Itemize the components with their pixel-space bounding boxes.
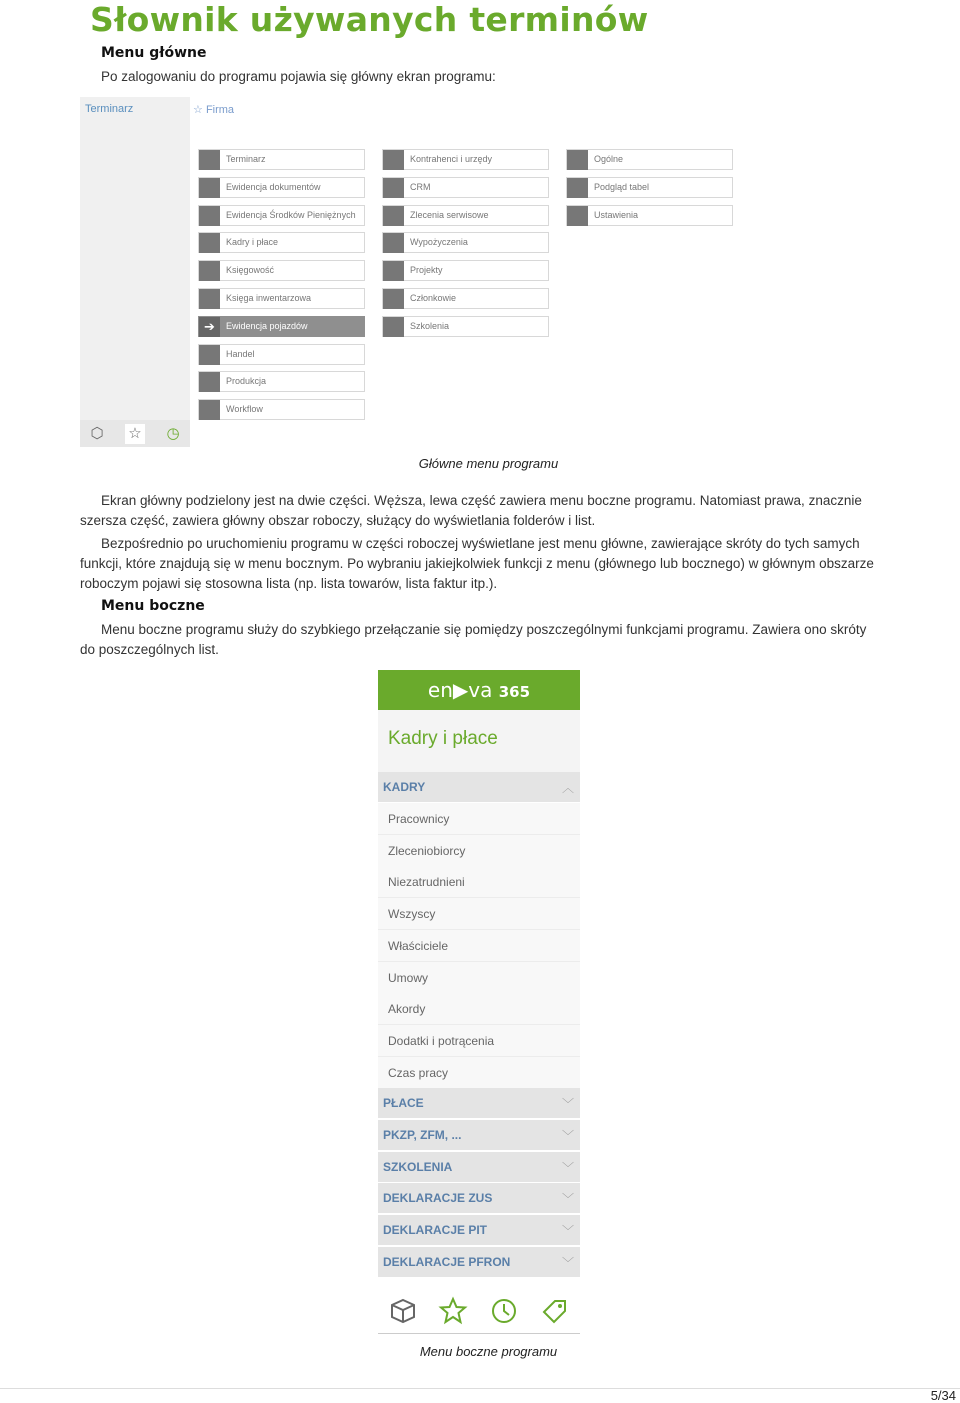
menu-tile[interactable]: [382, 288, 549, 309]
side-menu-item-label: Zleceniobiorcy: [388, 843, 466, 858]
paragraph-2: Bezpośrednio po uruchomieniu programu w części roboczej wyświetlane jest menu główne, zawierające skróty do tych samych funkcji, które znajdują się w menu bocznym. Po wybraniu jakiejkolwiek funkcji z menu (głównego lub bocznego) w głównym obszarze roboczym pojawi się stosowna lista (np. lista towarów, lista faktur itp.).: [80, 536, 874, 591]
menu-tile-label: Ewidencja dokumentów: [226, 181, 321, 192]
menu-tile-label: Kontrahenci i urzędy: [410, 154, 493, 164]
logo-suffix: 365: [498, 683, 531, 701]
menu-tile[interactable]: [566, 205, 733, 226]
menu-tile-label: Ogólne: [594, 154, 624, 164]
section-label: SZKOLENIA: [383, 1159, 453, 1174]
menu-tile-label: Handel: [226, 348, 255, 359]
side-menu-section[interactable]: [378, 1152, 580, 1183]
side-menu-item-label: Dodatki i potrącenia: [388, 1033, 495, 1048]
tile-icon: [383, 289, 404, 309]
menu-tile-label: CRM: [410, 181, 431, 192]
menu-tile[interactable]: [198, 177, 365, 198]
chevron-down-icon: ﹀: [561, 1160, 574, 1175]
menu-tile-label: Terminarz: [226, 154, 266, 164]
clock-icon[interactable]: [489, 1296, 519, 1326]
side-menu-item[interactable]: [378, 803, 580, 835]
side-panel-label: Terminarz: [85, 103, 134, 115]
clock-icon: ◷: [166, 425, 180, 442]
side-menu-item[interactable]: [378, 1057, 580, 1089]
menu-tile-label: Kadry i płace: [226, 237, 279, 248]
side-menu-item[interactable]: [378, 1025, 580, 1057]
side-menu-item-label: Czas pracy: [388, 1065, 449, 1080]
menu-tile-label: Projekty: [410, 265, 443, 276]
tile-icon: [383, 261, 404, 281]
chevron-down-icon: ﹀: [561, 1097, 574, 1112]
side-menu-item[interactable]: [378, 898, 580, 930]
arrow-right-icon: ➔: [199, 317, 220, 337]
side-menu-item[interactable]: [378, 962, 580, 994]
side-menu-caption: Menu boczne programu: [419, 1344, 558, 1359]
tile-icon: [199, 345, 220, 365]
side-menu-section[interactable]: [378, 1215, 580, 1246]
logo-text-b: va: [468, 678, 493, 702]
side-menu-item[interactable]: [378, 930, 580, 962]
main-menu-caption: Główne menu programu: [418, 456, 559, 471]
footer-divider: [0, 1388, 960, 1389]
side-menu-intro: Menu boczne programu służy do szybkiego przełączanie się pomiędzy poszczególnymi funkcjami programu. Zawiera ono skróty do poszczególnych list.: [80, 622, 867, 657]
side-menu-item[interactable]: [378, 866, 580, 898]
tile-icon: [199, 150, 220, 170]
chevron-down-icon: ﹀: [561, 1192, 574, 1207]
menu-tile-label: Ewidencja Środków Pieniężnych: [226, 209, 356, 220]
tag-icon[interactable]: [539, 1296, 569, 1326]
menu-tile[interactable]: [198, 205, 365, 226]
side-menu-item[interactable]: [378, 993, 580, 1025]
paragraph-1: Ekran główny podzielony jest na dwie części. Węższa, lewa część zawiera menu boczne programu. Natomiast prawa, znacznie szersza część, zawiera główny obszar roboczy, służący do wyświetlania folderów i list.: [80, 493, 862, 528]
side-menu-toolbar: [378, 1288, 580, 1334]
menu-tile[interactable]: [382, 232, 549, 253]
tile-icon: [567, 178, 588, 198]
menu-tile-label: Księga inwentarzowa: [226, 293, 312, 303]
chevron-down-icon: ﹀: [561, 1129, 574, 1143]
menu-tile-label: Szkolenia: [410, 320, 450, 331]
page-number: 5/34: [930, 1388, 956, 1403]
menu-tile[interactable]: [198, 232, 365, 253]
menu-tile[interactable]: [566, 149, 733, 170]
section-label: PŁACE: [383, 1096, 424, 1111]
side-menu-section[interactable]: [378, 1247, 580, 1278]
tile-icon: [199, 178, 220, 198]
side-menu-item-label: Akordy: [388, 1002, 426, 1017]
side-menu-section[interactable]: [378, 1183, 580, 1214]
side-menu-item[interactable]: [378, 835, 580, 867]
menu-tile-label: Członkowie: [410, 293, 457, 303]
breadcrumb: [193, 103, 234, 116]
star-icon: ☆: [193, 104, 203, 116]
tile-icon: [383, 317, 404, 337]
box-icon: ⬡: [90, 425, 104, 442]
menu-tile[interactable]: [198, 316, 365, 337]
section-label: KADRY: [383, 780, 426, 794]
tile-icon: [567, 150, 588, 170]
side-menu-item-label: Wszyscy: [388, 907, 436, 922]
menu-tile[interactable]: [198, 344, 365, 365]
main-menu-screenshot: [80, 97, 740, 447]
menu-tile[interactable]: [198, 288, 365, 309]
side-menu-section[interactable]: [378, 1120, 580, 1151]
side-menu-item-label: Pracownicy: [388, 812, 450, 826]
menu-tile[interactable]: [198, 399, 365, 420]
menu-tile[interactable]: [198, 149, 365, 170]
tile-icon: [383, 233, 404, 253]
enova-logo: [378, 670, 580, 710]
menu-tile-label: Produkcja: [226, 376, 267, 387]
chevron-down-icon: ﹀: [561, 1224, 574, 1239]
star-icon[interactable]: [438, 1296, 468, 1326]
side-menu-screenshot: [378, 670, 580, 1334]
side-panel: [80, 97, 190, 447]
side-menu-section[interactable]: [378, 1088, 580, 1119]
chevron-down-icon: ﹀: [561, 1255, 574, 1270]
menu-tile[interactable]: [382, 149, 549, 170]
module-title: Kadry i płace: [388, 728, 498, 749]
section-label: DEKLARACJE ZUS: [383, 1191, 493, 1206]
side-menu-item-label: Umowy: [388, 970, 429, 985]
menu-tile[interactable]: [198, 260, 365, 281]
section-heading-main-menu: Menu główne: [101, 45, 207, 61]
side-menu-item-label: Niezatrudnieni: [388, 875, 465, 890]
breadcrumb-label: Firma: [205, 104, 235, 116]
menu-tile-label: Workflow: [226, 404, 263, 415]
tile-icon: [383, 206, 404, 226]
section-kadry[interactable]: [378, 772, 580, 803]
menu-tile-label: Wypożyczenia: [410, 237, 468, 248]
section-heading-side-menu: Menu boczne: [101, 598, 205, 614]
menu-tile-label: Ustawienia: [594, 209, 639, 220]
menu-tile[interactable]: [382, 260, 549, 281]
box-icon[interactable]: [388, 1296, 418, 1326]
tile-icon: [199, 372, 220, 392]
menu-tile-label: Zlecenia serwisowe: [410, 209, 489, 220]
star-icon: ☆: [125, 424, 145, 444]
menu-tile[interactable]: [198, 371, 365, 392]
menu-tile-label: Księgowość: [226, 265, 275, 276]
menu-tile-label: Podgląd tabel: [594, 181, 650, 192]
tile-icon: [199, 289, 220, 309]
section-label: DEKLARACJE PIT: [383, 1223, 488, 1238]
section-label: PKZP, ZFM, ...: [383, 1128, 462, 1142]
tile-icon: [383, 178, 404, 198]
main-menu-intro: Po zalogowaniu do programu pojawia się główny ekran programu:: [101, 69, 496, 84]
menu-tile[interactable]: [382, 316, 549, 337]
tile-icon: [199, 206, 220, 226]
menu-tile[interactable]: [382, 205, 549, 226]
menu-tile[interactable]: [566, 177, 733, 198]
tile-icon: [199, 261, 220, 281]
page-title: Słownik używanych terminów: [90, 0, 649, 39]
section-label: DEKLARACJE PFRON: [383, 1254, 511, 1269]
tile-icon: [567, 206, 588, 226]
module-header: [378, 710, 580, 772]
tile-icon: [383, 150, 404, 170]
logo-text-a: en: [427, 678, 453, 702]
play-icon: ▶: [452, 678, 469, 702]
menu-tile-label: Ewidencja pojazdów: [226, 320, 308, 331]
tile-icon: [199, 233, 220, 253]
menu-tile[interactable]: [382, 177, 549, 198]
chevron-up-icon: ︿: [561, 781, 574, 795]
side-menu-item-label: Właściciele: [388, 938, 449, 953]
tile-icon: [199, 400, 220, 420]
